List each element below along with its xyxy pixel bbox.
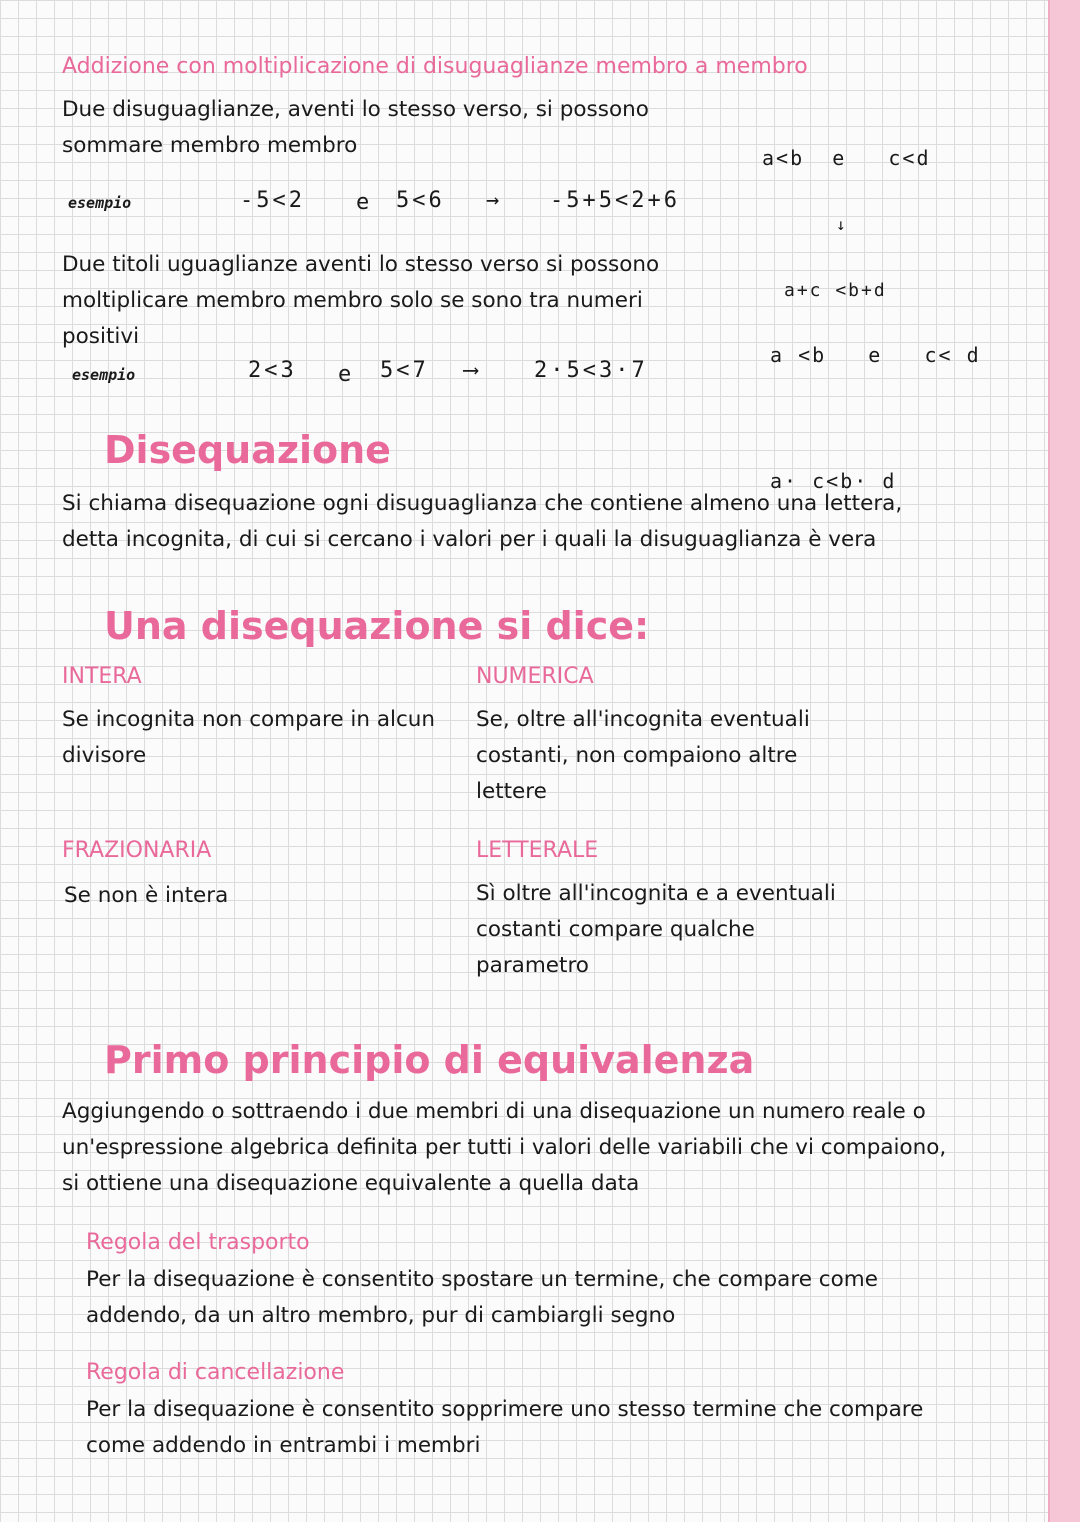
text-line: un'espressione algebrica definita per tutti i valori delle variabili che vi compaiono, [62, 1135, 947, 1160]
example-row [68, 188, 768, 218]
formula-line: a· c<b· d [770, 469, 897, 493]
formula-line: a<b e c<d [762, 146, 931, 170]
right-arrow-icon: ⟶ [464, 358, 481, 383]
down-arrow-icon: ↓ [836, 215, 848, 234]
type-text-letterale [476, 876, 836, 984]
type-label-numerica: NUMERICA [476, 664, 594, 689]
type-text-frazionaria [64, 878, 228, 914]
text-line: Per la disequazione è consentito spostare un termine, che compare come [86, 1267, 878, 1292]
text-line: lettere [476, 779, 547, 804]
page-margin-strip [1048, 0, 1080, 1522]
text-line: Se incognita non compare in alcun [62, 707, 436, 732]
text-line: Aggiungendo o sottraendo i due membri di una disequazione un numero reale o [62, 1099, 926, 1124]
example-inequality: 5<6 [396, 188, 445, 213]
rule-label-trasporto: Regola del trasporto [86, 1230, 310, 1255]
definition-paragraph [62, 486, 902, 558]
rule-text-cancellazione [86, 1392, 923, 1464]
addition-paragraph [62, 92, 649, 164]
example-conjunction: e [338, 362, 355, 387]
text-line: Se non è intera [64, 883, 229, 908]
section-subtitle: Addizione con moltiplicazione di disuguaglianze membro a membro [62, 54, 808, 79]
text-line: sommare membro membro [62, 133, 358, 158]
heading-principio: Primo principio di equivalenza [104, 1038, 755, 1082]
example-result: -5+5<2+6 [550, 188, 680, 213]
text-line: si ottiene una disequazione equivalente a quella data [62, 1171, 640, 1196]
rule-text-trasporto [86, 1262, 878, 1334]
example-row [72, 358, 772, 388]
text-line: addendo, da un altro membro, pur di cambiargli segno [86, 1303, 676, 1328]
rule-label-cancellazione: Regola di cancellazione [86, 1360, 345, 1385]
type-label-intera: INTERA [62, 664, 142, 689]
heading-types: Una disequazione si dice: [104, 604, 650, 648]
text-line: parametro [476, 953, 589, 978]
multiplication-paragraph [62, 247, 659, 355]
example-inequality: -5<2 [240, 188, 305, 213]
type-label-frazionaria: FRAZIONARIA [62, 838, 212, 863]
text-line: Due disuguaglianze, aventi lo stesso verso, si possono [62, 97, 649, 122]
text-line: Per la disequazione è consentito sopprimere uno stesso termine che compare [86, 1397, 924, 1422]
example-inequality: 2<3 [248, 358, 297, 383]
text-line: Se, oltre all'incognita eventuali [476, 707, 810, 732]
text-line: come addendo in entrambi i membri [86, 1433, 481, 1458]
example-inequality: 5<7 [380, 358, 429, 383]
text-line: positivi [62, 324, 140, 349]
text-line: Sì oltre all'incognita e a eventuali [476, 881, 836, 906]
example-label: esempio [72, 366, 136, 384]
text-line: Due titoli uguaglianze aventi lo stesso verso si possono [62, 252, 660, 277]
text-line: costanti, non compaiono altre [476, 743, 798, 768]
type-label-letterale: LETTERALE [476, 838, 599, 863]
text-line: moltiplicare membro membro solo se sono tra numeri [62, 288, 643, 313]
formula-line: a <b e c< d [770, 343, 981, 367]
type-text-intera [62, 702, 435, 774]
example-result: 2·5<3·7 [534, 358, 648, 383]
right-arrow-icon: → [486, 188, 503, 213]
formula-line: a+c <b+d [784, 280, 887, 301]
text-line: divisore [62, 743, 147, 768]
example-label: esempio [68, 194, 132, 212]
example-conjunction: e [356, 190, 373, 215]
text-line: Si chiama disequazione ogni disuguaglianza che contiene almeno una lettera, [62, 491, 903, 516]
text-line: detta incognita, di cui si cercano i valori per i quali la disuguaglianza è vera [62, 527, 877, 552]
principio-paragraph [62, 1094, 946, 1202]
type-text-numerica [476, 702, 810, 810]
heading-disequazione: Disequazione [104, 428, 391, 472]
text-line: costanti compare qualche [476, 917, 755, 942]
